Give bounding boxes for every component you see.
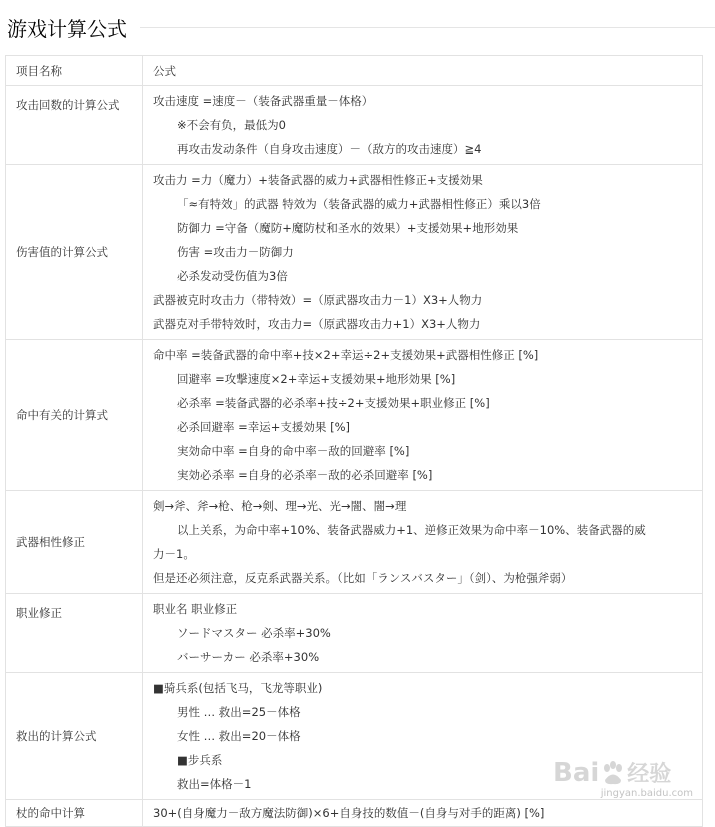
- watermark-url: jingyan.baidu.com: [600, 788, 693, 799]
- formula-line: 実効必杀率 =自身的必杀率－敌的必杀回避率 [%]: [177, 468, 433, 482]
- formula-line: 女性 … 救出=20－体格: [177, 729, 301, 743]
- formula-line: 回避率 =攻撃速度×2+幸运+支援効果+地形効果 [%]: [177, 372, 456, 386]
- table-row: [6, 86, 703, 165]
- row-name: 救出的计算公式: [6, 673, 143, 800]
- row-name: 伤害值的计算公式: [6, 165, 143, 340]
- header-formula: 公式: [143, 56, 703, 86]
- formula-line: 実効命中率 =自身的命中率－敌的回避率 [%]: [177, 444, 410, 458]
- formula-line: 命中率 =装备武器的命中率+技×2+幸运÷2+支援効果+武器相性修正 [%]: [153, 348, 539, 362]
- row-name: 职业修正: [6, 594, 143, 673]
- row-name: 攻击回数的计算公式: [6, 86, 143, 165]
- formula-line: 伤害 =攻击力－防御力: [177, 245, 294, 259]
- row-formula: [143, 491, 703, 594]
- table-header-row: [6, 56, 703, 86]
- formula-line: 必杀回避率 =幸运+支援効果 [%]: [177, 420, 350, 434]
- formula-line: 武器被克时攻击力（带特效）=（原武器攻击力－1）X3+人物力: [153, 293, 483, 307]
- formula-table: [5, 55, 703, 827]
- formula-line: ソードマスター 必杀率+30%: [177, 626, 331, 640]
- formula-line: 力－1。: [153, 547, 195, 561]
- row-name: 武器相性修正: [6, 491, 143, 594]
- title-divider: [140, 27, 715, 28]
- page-title: 游戏计算公式: [7, 17, 127, 41]
- formula-line: 防御力 =守备（魔防+魔防杖和圣水的效果）+支援効果+地形効果: [177, 221, 519, 235]
- formula-line: 必杀率 =装备武器的必杀率+技÷2+支援効果+职业修正 [%]: [177, 396, 490, 410]
- formula-line: 必杀发动受伤值为3倍: [177, 269, 288, 283]
- formula-line: ※不会有负，最低为0: [177, 118, 286, 132]
- baidu-jingyan-watermark: [553, 757, 703, 809]
- formula-line: バーサーカー 必杀率+30%: [177, 650, 320, 664]
- formula-line: ■骑兵系(包括飞马，飞龙等职业): [153, 681, 323, 695]
- formula-line: 30+(自身魔力－敌方魔法防御)×6+自身技的数值－(自身与对手的距离) [%]: [153, 806, 545, 820]
- formula-line: 攻击速度 =速度－（装备武器重量－体格）: [153, 94, 374, 108]
- formula-line: 剣→斧、斧→枪、枪→剣、理→光、光→闇、闇→理: [153, 499, 407, 513]
- row-name: 杖的命中计算: [6, 800, 143, 827]
- formula-line: 救出=体格－1: [177, 777, 252, 791]
- table-row: [6, 491, 703, 594]
- row-formula: [143, 340, 703, 491]
- formula-line: 「≈有特效」的武器 特效为（装备武器的威力+武器相性修正）乘以3倍: [177, 197, 541, 211]
- formula-line: 武器克对手带特效时，攻击力=（原武器攻击力+1）X3+人物力: [153, 317, 481, 331]
- formula-line: 但是还必须注意，反克系武器关系。（比如「ランスバスター」（剑）、为枪强斧弱）: [153, 571, 573, 585]
- formula-line: ■步兵系: [177, 753, 223, 767]
- row-formula: [143, 165, 703, 340]
- formula-line: 职业名 职业修正: [153, 602, 238, 616]
- table-row: [6, 594, 703, 673]
- paw-icon: [600, 760, 626, 786]
- formula-line: 攻击力 =力（魔力）+装备武器的威力+武器相性修正+支援効果: [153, 173, 483, 187]
- table-row: [6, 340, 703, 491]
- formula-line: 男性 … 救出=25－体格: [177, 705, 301, 719]
- table-row: [6, 165, 703, 340]
- formula-line: 再攻击发动条件（自身攻击速度）－（敌方的攻击速度）≧4: [177, 142, 482, 156]
- watermark-brand-right: 经验: [627, 762, 672, 787]
- watermark-brand-left: Bai: [553, 757, 600, 788]
- header-item-name: 项目名称: [6, 56, 143, 86]
- formula-line: 以上关系，为命中率+10%、装备武器威力+1、逆修正效果为命中率－10%、装备武器的威: [177, 523, 646, 537]
- row-formula: [143, 86, 703, 165]
- row-formula: [143, 594, 703, 673]
- row-name: 命中有关的计算式: [6, 340, 143, 491]
